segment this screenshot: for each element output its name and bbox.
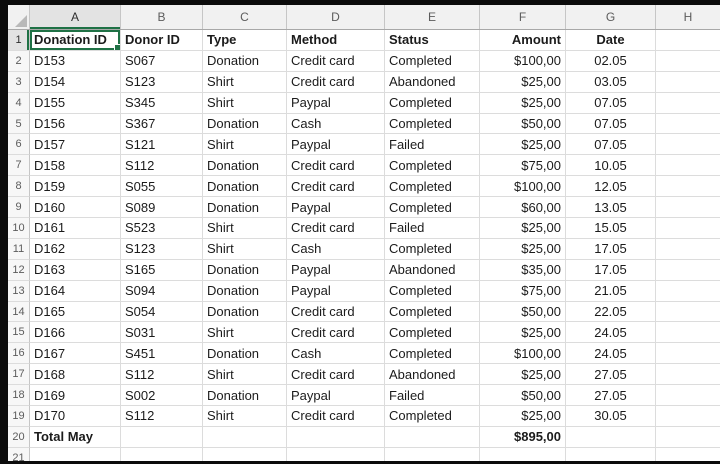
cell-G18[interactable]: 27.05 — [566, 385, 656, 406]
row-header-8[interactable]: 8 — [8, 176, 30, 197]
row-header-15[interactable]: 15 — [8, 322, 30, 343]
row-header-6[interactable]: 6 — [8, 134, 30, 155]
table-row — [8, 364, 720, 385]
cell-D19[interactable]: Credit card — [287, 406, 385, 427]
table-row — [8, 260, 720, 281]
spreadsheet — [8, 5, 720, 461]
column-header-B[interactable]: B — [121, 5, 203, 29]
cell-F11[interactable]: $25,00 — [480, 239, 566, 260]
table-row — [8, 448, 720, 461]
cell-E10[interactable]: Failed — [385, 218, 480, 239]
table-row — [8, 406, 720, 427]
cell-C15[interactable]: Shirt — [203, 322, 287, 343]
cell-D15[interactable]: Credit card — [287, 322, 385, 343]
cell-G16[interactable]: 24.05 — [566, 343, 656, 364]
cell-A8[interactable]: D159 — [30, 176, 121, 197]
cell-F13[interactable]: $75,00 — [480, 281, 566, 302]
cell-F7[interactable]: $75,00 — [480, 155, 566, 176]
column-header-row — [8, 5, 720, 30]
cell-D12[interactable]: Paypal — [287, 260, 385, 281]
cell-A19[interactable]: D170 — [30, 406, 121, 427]
cell-H12[interactable] — [656, 260, 720, 281]
cell-E19[interactable]: Completed — [385, 406, 480, 427]
cell-A1[interactable]: Donation ID — [30, 30, 121, 51]
cell-G21[interactable] — [566, 448, 656, 461]
cell-G5[interactable]: 07.05 — [566, 114, 656, 135]
cell-F6[interactable]: $25,00 — [480, 134, 566, 155]
table-row — [8, 51, 720, 72]
row-header-3[interactable]: 3 — [8, 72, 30, 93]
row-header-11[interactable]: 11 — [8, 239, 30, 260]
cell-B9[interactable]: S089 — [121, 197, 203, 218]
cell-E16[interactable]: Completed — [385, 343, 480, 364]
cell-B18[interactable]: S002 — [121, 385, 203, 406]
cell-E14[interactable]: Completed — [385, 302, 480, 323]
cell-D18[interactable]: Paypal — [287, 385, 385, 406]
table-row — [8, 93, 720, 114]
cell-D5[interactable]: Cash — [287, 114, 385, 135]
cell-B17[interactable]: S112 — [121, 364, 203, 385]
row-header-17[interactable]: 17 — [8, 364, 30, 385]
cell-A13[interactable]: D164 — [30, 281, 121, 302]
cell-A20[interactable]: Total May — [30, 427, 121, 448]
cell-H3[interactable] — [656, 72, 720, 93]
cell-G6[interactable]: 07.05 — [566, 134, 656, 155]
row-header-16[interactable]: 16 — [8, 343, 30, 364]
cell-A14[interactable]: D165 — [30, 302, 121, 323]
cell-H11[interactable] — [656, 239, 720, 260]
cell-E3[interactable]: Abandoned — [385, 72, 480, 93]
cell-F10[interactable]: $25,00 — [480, 218, 566, 239]
cell-E12[interactable]: Abandoned — [385, 260, 480, 281]
cell-F18[interactable]: $50,00 — [480, 385, 566, 406]
cell-E9[interactable]: Completed — [385, 197, 480, 218]
cell-C6[interactable]: Shirt — [203, 134, 287, 155]
table-row — [8, 114, 720, 135]
table-row — [8, 343, 720, 364]
grid-rows — [8, 30, 720, 461]
cell-H5[interactable] — [656, 114, 720, 135]
row-header-13[interactable]: 13 — [8, 281, 30, 302]
cell-C12[interactable]: Donation — [203, 260, 287, 281]
cell-H13[interactable] — [656, 281, 720, 302]
cell-D21[interactable] — [287, 448, 385, 461]
cell-H9[interactable] — [656, 197, 720, 218]
cell-B8[interactable]: S055 — [121, 176, 203, 197]
column-header-C[interactable]: C — [203, 5, 287, 29]
row-header-21[interactable]: 21 — [8, 448, 30, 461]
cell-E2[interactable]: Completed — [385, 51, 480, 72]
table-row — [8, 281, 720, 302]
cell-G4[interactable]: 07.05 — [566, 93, 656, 114]
cell-F3[interactable]: $25,00 — [480, 72, 566, 93]
table-row — [8, 218, 720, 239]
table-row — [8, 427, 720, 448]
row-header-7[interactable]: 7 — [8, 155, 30, 176]
cell-A18[interactable]: D169 — [30, 385, 121, 406]
cell-B10[interactable]: S523 — [121, 218, 203, 239]
cell-A3[interactable]: D154 — [30, 72, 121, 93]
cell-D10[interactable]: Credit card — [287, 218, 385, 239]
cell-H19[interactable] — [656, 406, 720, 427]
cell-G17[interactable]: 27.05 — [566, 364, 656, 385]
cell-G10[interactable]: 15.05 — [566, 218, 656, 239]
cell-C9[interactable]: Donation — [203, 197, 287, 218]
cell-C8[interactable]: Donation — [203, 176, 287, 197]
column-header-G[interactable]: G — [566, 5, 656, 29]
column-header-A[interactable]: A — [30, 5, 121, 29]
cell-A16[interactable]: D167 — [30, 343, 121, 364]
cell-C16[interactable]: Donation — [203, 343, 287, 364]
cell-H17[interactable] — [656, 364, 720, 385]
cell-A5[interactable]: D156 — [30, 114, 121, 135]
cell-F14[interactable]: $50,00 — [480, 302, 566, 323]
cell-F21[interactable] — [480, 448, 566, 461]
cell-H15[interactable] — [656, 322, 720, 343]
cell-C14[interactable]: Donation — [203, 302, 287, 323]
cell-F8[interactable]: $100,00 — [480, 176, 566, 197]
cell-C18[interactable]: Donation — [203, 385, 287, 406]
cell-E6[interactable]: Failed — [385, 134, 480, 155]
cell-B4[interactable]: S345 — [121, 93, 203, 114]
cell-B12[interactable]: S165 — [121, 260, 203, 281]
cell-H14[interactable] — [656, 302, 720, 323]
cell-F9[interactable]: $60,00 — [480, 197, 566, 218]
cell-D3[interactable]: Credit card — [287, 72, 385, 93]
cell-F4[interactable]: $25,00 — [480, 93, 566, 114]
cell-D17[interactable]: Credit card — [287, 364, 385, 385]
row-header-12[interactable]: 12 — [8, 260, 30, 281]
table-row — [8, 385, 720, 406]
cell-F2[interactable]: $100,00 — [480, 51, 566, 72]
cell-B11[interactable]: S123 — [121, 239, 203, 260]
row-header-14[interactable]: 14 — [8, 302, 30, 323]
cell-G2[interactable]: 02.05 — [566, 51, 656, 72]
cell-H21[interactable] — [656, 448, 720, 461]
table-row — [8, 155, 720, 176]
row-header-18[interactable]: 18 — [8, 385, 30, 406]
cell-D16[interactable]: Cash — [287, 343, 385, 364]
cell-C4[interactable]: Shirt — [203, 93, 287, 114]
cell-F16[interactable]: $100,00 — [480, 343, 566, 364]
cell-H7[interactable] — [656, 155, 720, 176]
cell-B5[interactable]: S367 — [121, 114, 203, 135]
cell-C3[interactable]: Shirt — [203, 72, 287, 93]
cell-E7[interactable]: Completed — [385, 155, 480, 176]
cell-E1[interactable]: Status — [385, 30, 480, 51]
cell-A4[interactable]: D155 — [30, 93, 121, 114]
table-row — [8, 302, 720, 323]
table-row — [8, 322, 720, 343]
cell-F19[interactable]: $25,00 — [480, 406, 566, 427]
row-header-1[interactable]: 1 — [8, 30, 30, 51]
cell-D7[interactable]: Credit card — [287, 155, 385, 176]
cell-E11[interactable]: Completed — [385, 239, 480, 260]
cell-A11[interactable]: D162 — [30, 239, 121, 260]
cell-D1[interactable]: Method — [287, 30, 385, 51]
table-row — [8, 197, 720, 218]
cell-H16[interactable] — [656, 343, 720, 364]
cell-E17[interactable]: Abandoned — [385, 364, 480, 385]
table-row — [8, 72, 720, 93]
cell-C7[interactable]: Donation — [203, 155, 287, 176]
cell-D20[interactable] — [287, 427, 385, 448]
cell-A10[interactable]: D161 — [30, 218, 121, 239]
cell-D13[interactable]: Paypal — [287, 281, 385, 302]
cell-C2[interactable]: Donation — [203, 51, 287, 72]
cell-A9[interactable]: D160 — [30, 197, 121, 218]
cell-G9[interactable]: 13.05 — [566, 197, 656, 218]
cell-B20[interactable] — [121, 427, 203, 448]
row-header-4[interactable]: 4 — [8, 93, 30, 114]
cell-G7[interactable]: 10.05 — [566, 155, 656, 176]
cell-E8[interactable]: Completed — [385, 176, 480, 197]
cell-E4[interactable]: Completed — [385, 93, 480, 114]
column-header-H[interactable]: H — [683, 10, 693, 24]
cell-A21[interactable] — [30, 448, 121, 461]
cell-D14[interactable]: Credit card — [287, 302, 385, 323]
cell-D6[interactable]: Paypal — [287, 134, 385, 155]
cell-G19[interactable]: 30.05 — [566, 406, 656, 427]
cell-G8[interactable]: 12.05 — [566, 176, 656, 197]
cell-D2[interactable]: Credit card — [287, 51, 385, 72]
cell-H6[interactable] — [656, 134, 720, 155]
cell-D11[interactable]: Cash — [287, 239, 385, 260]
cell-A17[interactable]: D168 — [30, 364, 121, 385]
table-row — [8, 134, 720, 155]
cell-D8[interactable]: Credit card — [287, 176, 385, 197]
cell-G12[interactable]: 17.05 — [566, 260, 656, 281]
cell-B21[interactable] — [121, 448, 203, 461]
cell-H10[interactable] — [656, 218, 720, 239]
cell-G11[interactable]: 17.05 — [566, 239, 656, 260]
cell-C5[interactable]: Donation — [203, 114, 287, 135]
cell-H1[interactable] — [656, 30, 720, 51]
row-header-2[interactable]: 2 — [8, 51, 30, 72]
cell-E5[interactable]: Completed — [385, 114, 480, 135]
cell-B14[interactable]: S054 — [121, 302, 203, 323]
cell-B13[interactable]: S094 — [121, 281, 203, 302]
cell-C11[interactable]: Shirt — [203, 239, 287, 260]
cell-F12[interactable]: $35,00 — [480, 260, 566, 281]
cell-A12[interactable]: D163 — [30, 260, 121, 281]
cell-F15[interactable]: $25,00 — [480, 322, 566, 343]
table-row — [8, 176, 720, 197]
cell-H20[interactable] — [656, 427, 720, 448]
cell-A7[interactable]: D158 — [30, 155, 121, 176]
row-header-20[interactable]: 20 — [8, 427, 30, 448]
cell-H4[interactable] — [656, 93, 720, 114]
cell-B6[interactable]: S121 — [121, 134, 203, 155]
cell-C13[interactable]: Donation — [203, 281, 287, 302]
cell-G14[interactable]: 22.05 — [566, 302, 656, 323]
cell-H8[interactable] — [656, 176, 720, 197]
cell-C20[interactable] — [203, 427, 287, 448]
cell-B3[interactable]: S123 — [121, 72, 203, 93]
cell-A6[interactable]: D157 — [30, 134, 121, 155]
cell-C10[interactable]: Shirt — [203, 218, 287, 239]
cell-E18[interactable]: Failed — [385, 385, 480, 406]
cell-F5[interactable]: $50,00 — [480, 114, 566, 135]
cell-D9[interactable]: Paypal — [287, 197, 385, 218]
cell-G20[interactable] — [566, 427, 656, 448]
cell-B2[interactable]: S067 — [121, 51, 203, 72]
cell-E13[interactable]: Completed — [385, 281, 480, 302]
cell-H18[interactable] — [656, 385, 720, 406]
cell-B19[interactable]: S112 — [121, 406, 203, 427]
row-header-5[interactable]: 5 — [8, 114, 30, 135]
cell-A2[interactable]: D153 — [30, 51, 121, 72]
column-header-D[interactable]: D — [287, 5, 385, 29]
cell-G13[interactable]: 21.05 — [566, 281, 656, 302]
column-header-E[interactable]: E — [385, 5, 480, 29]
cell-B7[interactable]: S112 — [121, 155, 203, 176]
cell-F20[interactable]: $895,00 — [480, 427, 566, 448]
cell-B1[interactable]: Donor ID — [121, 30, 203, 51]
cell-B16[interactable]: S451 — [121, 343, 203, 364]
row-header-10[interactable]: 10 — [8, 218, 30, 239]
cell-F1[interactable]: Amount — [480, 30, 566, 51]
cell-G3[interactable]: 03.05 — [566, 72, 656, 93]
table-row — [8, 239, 720, 260]
cell-C21[interactable] — [203, 448, 287, 461]
cell-F17[interactable]: $25,00 — [480, 364, 566, 385]
cell-E15[interactable]: Completed — [385, 322, 480, 343]
cell-D4[interactable]: Paypal — [287, 93, 385, 114]
select-all-corner[interactable] — [8, 5, 30, 29]
cell-E20[interactable] — [385, 427, 480, 448]
cell-G1[interactable]: Date — [566, 30, 656, 51]
select-all-triangle-icon — [15, 15, 27, 27]
column-header-F[interactable]: F — [480, 5, 566, 29]
cell-H2[interactable] — [656, 51, 720, 72]
cell-A15[interactable]: D166 — [30, 322, 121, 343]
row-header-9[interactable]: 9 — [8, 197, 30, 218]
table-row — [8, 30, 720, 51]
row-header-19[interactable]: 19 — [8, 406, 30, 427]
cell-G15[interactable]: 24.05 — [566, 322, 656, 343]
cell-C1[interactable]: Type — [203, 30, 287, 51]
cell-B15[interactable]: S031 — [121, 322, 203, 343]
cell-C19[interactable]: Shirt — [203, 406, 287, 427]
cell-C17[interactable]: Shirt — [203, 364, 287, 385]
cell-E21[interactable] — [385, 448, 480, 461]
